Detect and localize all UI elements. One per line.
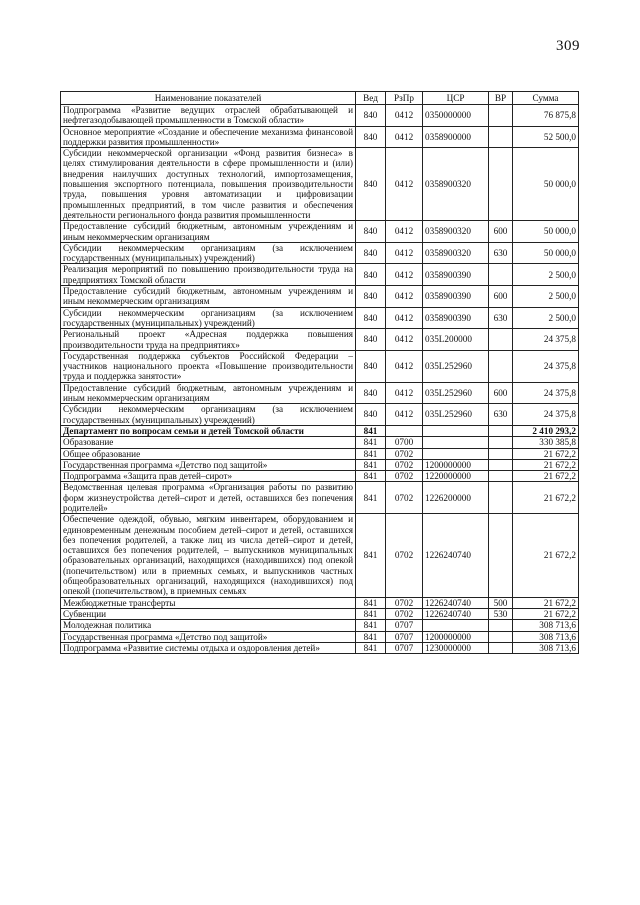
cell-vr	[489, 482, 513, 514]
cell-ved: 841	[356, 514, 386, 597]
header-csr: ЦСР	[423, 92, 489, 105]
cell-sum: 21 672,2	[513, 597, 579, 608]
cell-name: Основное мероприятие «Создание и обеспечение механизма финансовой поддержки развития промышленности»	[61, 126, 356, 148]
cell-ved: 840	[356, 221, 386, 243]
cell-vr: 530	[489, 608, 513, 619]
cell-name: Региональный проект «Адресная поддержка повышения производительности труда на предприятиях»	[61, 329, 356, 351]
cell-csr: 1230000000	[423, 642, 489, 653]
header-ved: Вед	[356, 92, 386, 105]
cell-sum: 21 672,2	[513, 471, 579, 482]
table-row	[61, 404, 579, 426]
table-row	[61, 608, 579, 619]
table-row	[61, 221, 579, 243]
table-row	[61, 382, 579, 404]
cell-rzpr: 0412	[386, 148, 423, 221]
cell-sum: 21 672,2	[513, 482, 579, 514]
cell-vr: 600	[489, 382, 513, 404]
cell-sum: 308 713,6	[513, 631, 579, 642]
table-row	[61, 329, 579, 351]
cell-name: Субсидии некоммерческим организациям (за исключением государственных (муниципальных) учреждений)	[61, 307, 356, 329]
cell-vr	[489, 350, 513, 382]
cell-name: Подпрограмма «Развитие ведущих отраслей обрабатывающей и нефтегазодобывающей промышленности в Томской области»	[61, 105, 356, 127]
cell-csr: 1226240740	[423, 514, 489, 597]
cell-csr: 0350000000	[423, 105, 489, 127]
cell-ved: 841	[356, 448, 386, 459]
cell-rzpr: 0412	[386, 221, 423, 243]
header-sum: Сумма	[513, 92, 579, 105]
cell-vr	[489, 459, 513, 470]
cell-rzpr: 0412	[386, 329, 423, 351]
cell-rzpr: 0412	[386, 126, 423, 148]
cell-rzpr: 0702	[386, 471, 423, 482]
cell-name: Обеспечение одеждой, обувью, мягким инвентарем, оборудованием и единовременным денежным пособием детей–сирот и детей, оставшихся без попечения родителей, а также лиц из числа детей–сирот и детей, оставшихся без попечения родителей, – выпускников муниципальных образовательных организаций, находящихся (находившихся) под опекой (попечительством) или в приемных семьях, и выпускников частных общеобразовательных организаций, находящихся (находившихся) под опекой (попечительством), в приемных семьях	[61, 514, 356, 597]
cell-sum: 21 672,2	[513, 608, 579, 619]
cell-rzpr: 0412	[386, 307, 423, 329]
cell-name: Ведомственная целевая программа «Организация работы по развитию форм жизнеустройства детей–сирот и детей, оставшихся без попечения родителей»	[61, 482, 356, 514]
cell-csr: 0358900390	[423, 307, 489, 329]
cell-ved: 840	[356, 404, 386, 426]
cell-ved: 841	[356, 459, 386, 470]
cell-sum: 24 375,8	[513, 350, 579, 382]
budget-table	[60, 91, 579, 654]
cell-name: Субсидии некоммерческой организации «Фонд развития бизнеса» в целях стимулирования деятельности в сфере промышленности и (или) внедрения наилучших доступных технологий, импортозамещения, повышения экспортного потенциала, повышения производительности труда, повышения уровня автоматизации и цифровизации промышленных предприятий, в том числе развития и обеспечения деятельности регионального фонда развития промышленности	[61, 148, 356, 221]
cell-vr	[489, 642, 513, 653]
cell-sum: 308 713,6	[513, 620, 579, 631]
page-number: 309	[556, 38, 580, 54]
cell-sum: 50 000,0	[513, 148, 579, 221]
cell-name: Государственная поддержка субъектов Российской Федерации – участников национального проекта «Повышение производительности труда и поддержка занятости»	[61, 350, 356, 382]
table-row	[61, 264, 579, 286]
cell-csr: 0358900390	[423, 264, 489, 286]
cell-ved: 841	[356, 471, 386, 482]
table-row	[61, 307, 579, 329]
cell-csr: 1226200000	[423, 482, 489, 514]
cell-csr: 0358900320	[423, 148, 489, 221]
cell-csr: 1226240740	[423, 608, 489, 619]
cell-name: Субвенции	[61, 608, 356, 619]
table-row	[61, 350, 579, 382]
cell-csr: 035L200000	[423, 329, 489, 351]
cell-sum: 21 672,2	[513, 459, 579, 470]
cell-sum: 21 672,2	[513, 448, 579, 459]
cell-sum: 2 500,0	[513, 264, 579, 286]
cell-csr: 1220000000	[423, 471, 489, 482]
cell-name: Департамент по вопросам семьи и детей Томской области	[61, 425, 356, 436]
cell-csr: 0358900320	[423, 221, 489, 243]
cell-vr	[489, 437, 513, 448]
cell-rzpr: 0412	[386, 242, 423, 264]
table-row	[61, 482, 579, 514]
header-row	[61, 92, 579, 105]
cell-name: Государственная программа «Детство под защитой»	[61, 459, 356, 470]
cell-rzpr: 0702	[386, 482, 423, 514]
cell-csr: 035L252960	[423, 350, 489, 382]
header-rzpr: РзПр	[386, 92, 423, 105]
cell-ved: 841	[356, 425, 386, 436]
cell-vr: 630	[489, 307, 513, 329]
cell-vr	[489, 631, 513, 642]
header-vr: ВР	[489, 92, 513, 105]
cell-ved: 840	[356, 105, 386, 127]
cell-name: Предоставление субсидий бюджетным, автономным учреждениям и иным некоммерческим организациям	[61, 221, 356, 243]
cell-ved: 840	[356, 264, 386, 286]
cell-vr	[489, 329, 513, 351]
cell-rzpr: 0707	[386, 642, 423, 653]
cell-name: Субсидии некоммерческим организациям (за исключением государственных (муниципальных) учреждений)	[61, 242, 356, 264]
table-row	[61, 471, 579, 482]
table-row	[61, 148, 579, 221]
cell-csr: 1226240740	[423, 597, 489, 608]
table-row	[61, 642, 579, 653]
cell-rzpr: 0412	[386, 404, 423, 426]
cell-rzpr: 0707	[386, 620, 423, 631]
cell-ved: 840	[356, 307, 386, 329]
cell-csr: 035L252960	[423, 404, 489, 426]
cell-name: Субсидии некоммерческим организациям (за исключением государственных (муниципальных) учреждений)	[61, 404, 356, 426]
cell-rzpr	[386, 425, 423, 436]
cell-rzpr: 0412	[386, 382, 423, 404]
table-row	[61, 437, 579, 448]
cell-csr	[423, 448, 489, 459]
cell-csr	[423, 620, 489, 631]
cell-ved: 841	[356, 642, 386, 653]
cell-rzpr: 0412	[386, 350, 423, 382]
cell-name: Подпрограмма «Защита прав детей–сирот»	[61, 471, 356, 482]
table-row	[61, 620, 579, 631]
cell-vr: 600	[489, 286, 513, 308]
cell-ved: 840	[356, 148, 386, 221]
cell-name: Подпрограмма «Развитие системы отдыха и оздоровления детей»	[61, 642, 356, 653]
cell-sum: 21 672,2	[513, 514, 579, 597]
table-row	[61, 459, 579, 470]
table-row	[61, 242, 579, 264]
table-row	[61, 425, 579, 436]
cell-csr: 035L252960	[423, 382, 489, 404]
cell-sum: 2 410 293,2	[513, 425, 579, 436]
cell-rzpr: 0700	[386, 437, 423, 448]
cell-vr	[489, 126, 513, 148]
cell-vr	[489, 448, 513, 459]
cell-rzpr: 0412	[386, 264, 423, 286]
cell-rzpr: 0702	[386, 459, 423, 470]
cell-csr	[423, 437, 489, 448]
cell-vr	[489, 264, 513, 286]
cell-ved: 841	[356, 631, 386, 642]
cell-ved: 840	[356, 350, 386, 382]
cell-sum: 76 875,8	[513, 105, 579, 127]
cell-ved: 840	[356, 242, 386, 264]
cell-vr	[489, 514, 513, 597]
table-row	[61, 631, 579, 642]
cell-sum: 24 375,8	[513, 404, 579, 426]
cell-vr: 500	[489, 597, 513, 608]
cell-sum: 50 000,0	[513, 242, 579, 264]
cell-name: Образование	[61, 437, 356, 448]
cell-ved: 840	[356, 126, 386, 148]
cell-vr	[489, 620, 513, 631]
cell-sum: 330 385,8	[513, 437, 579, 448]
cell-vr: 600	[489, 221, 513, 243]
cell-sum: 50 000,0	[513, 221, 579, 243]
cell-rzpr: 0702	[386, 448, 423, 459]
cell-ved: 841	[356, 597, 386, 608]
cell-sum: 2 500,0	[513, 286, 579, 308]
cell-rzpr: 0412	[386, 105, 423, 127]
cell-rzpr: 0707	[386, 631, 423, 642]
cell-ved: 840	[356, 329, 386, 351]
cell-vr	[489, 148, 513, 221]
cell-vr	[489, 105, 513, 127]
cell-name: Предоставление субсидий бюджетным, автономным учреждениям и иным некоммерческим организациям	[61, 286, 356, 308]
cell-vr: 630	[489, 404, 513, 426]
cell-rzpr: 0702	[386, 608, 423, 619]
cell-csr	[423, 425, 489, 436]
header-name: Наименование показателей	[61, 92, 356, 105]
cell-ved: 841	[356, 608, 386, 619]
table-row	[61, 514, 579, 597]
cell-csr: 1200000000	[423, 459, 489, 470]
cell-name: Общее образование	[61, 448, 356, 459]
cell-sum: 24 375,8	[513, 329, 579, 351]
cell-sum: 52 500,0	[513, 126, 579, 148]
table-row	[61, 597, 579, 608]
cell-csr: 0358900320	[423, 242, 489, 264]
cell-ved: 840	[356, 382, 386, 404]
cell-sum: 308 713,6	[513, 642, 579, 653]
cell-ved: 840	[356, 286, 386, 308]
cell-rzpr: 0702	[386, 514, 423, 597]
table-row	[61, 126, 579, 148]
cell-vr: 630	[489, 242, 513, 264]
cell-ved: 841	[356, 482, 386, 514]
cell-csr: 1200000000	[423, 631, 489, 642]
cell-name: Молодежная политика	[61, 620, 356, 631]
cell-rzpr: 0412	[386, 286, 423, 308]
cell-name: Реализация мероприятий по повышению производительности труда на предприятиях Томской области	[61, 264, 356, 286]
cell-vr	[489, 471, 513, 482]
table-row	[61, 448, 579, 459]
table-row	[61, 105, 579, 127]
cell-name: Межбюджетные трансферты	[61, 597, 356, 608]
cell-csr: 0358900000	[423, 126, 489, 148]
cell-vr	[489, 425, 513, 436]
cell-rzpr: 0702	[386, 597, 423, 608]
table-row	[61, 286, 579, 308]
cell-name: Государственная программа «Детство под защитой»	[61, 631, 356, 642]
cell-sum: 2 500,0	[513, 307, 579, 329]
cell-csr: 0358900390	[423, 286, 489, 308]
cell-sum: 24 375,8	[513, 382, 579, 404]
cell-ved: 841	[356, 620, 386, 631]
cell-ved: 841	[356, 437, 386, 448]
cell-name: Предоставление субсидий бюджетным, автономным учреждениям и иным некоммерческим организациям	[61, 382, 356, 404]
